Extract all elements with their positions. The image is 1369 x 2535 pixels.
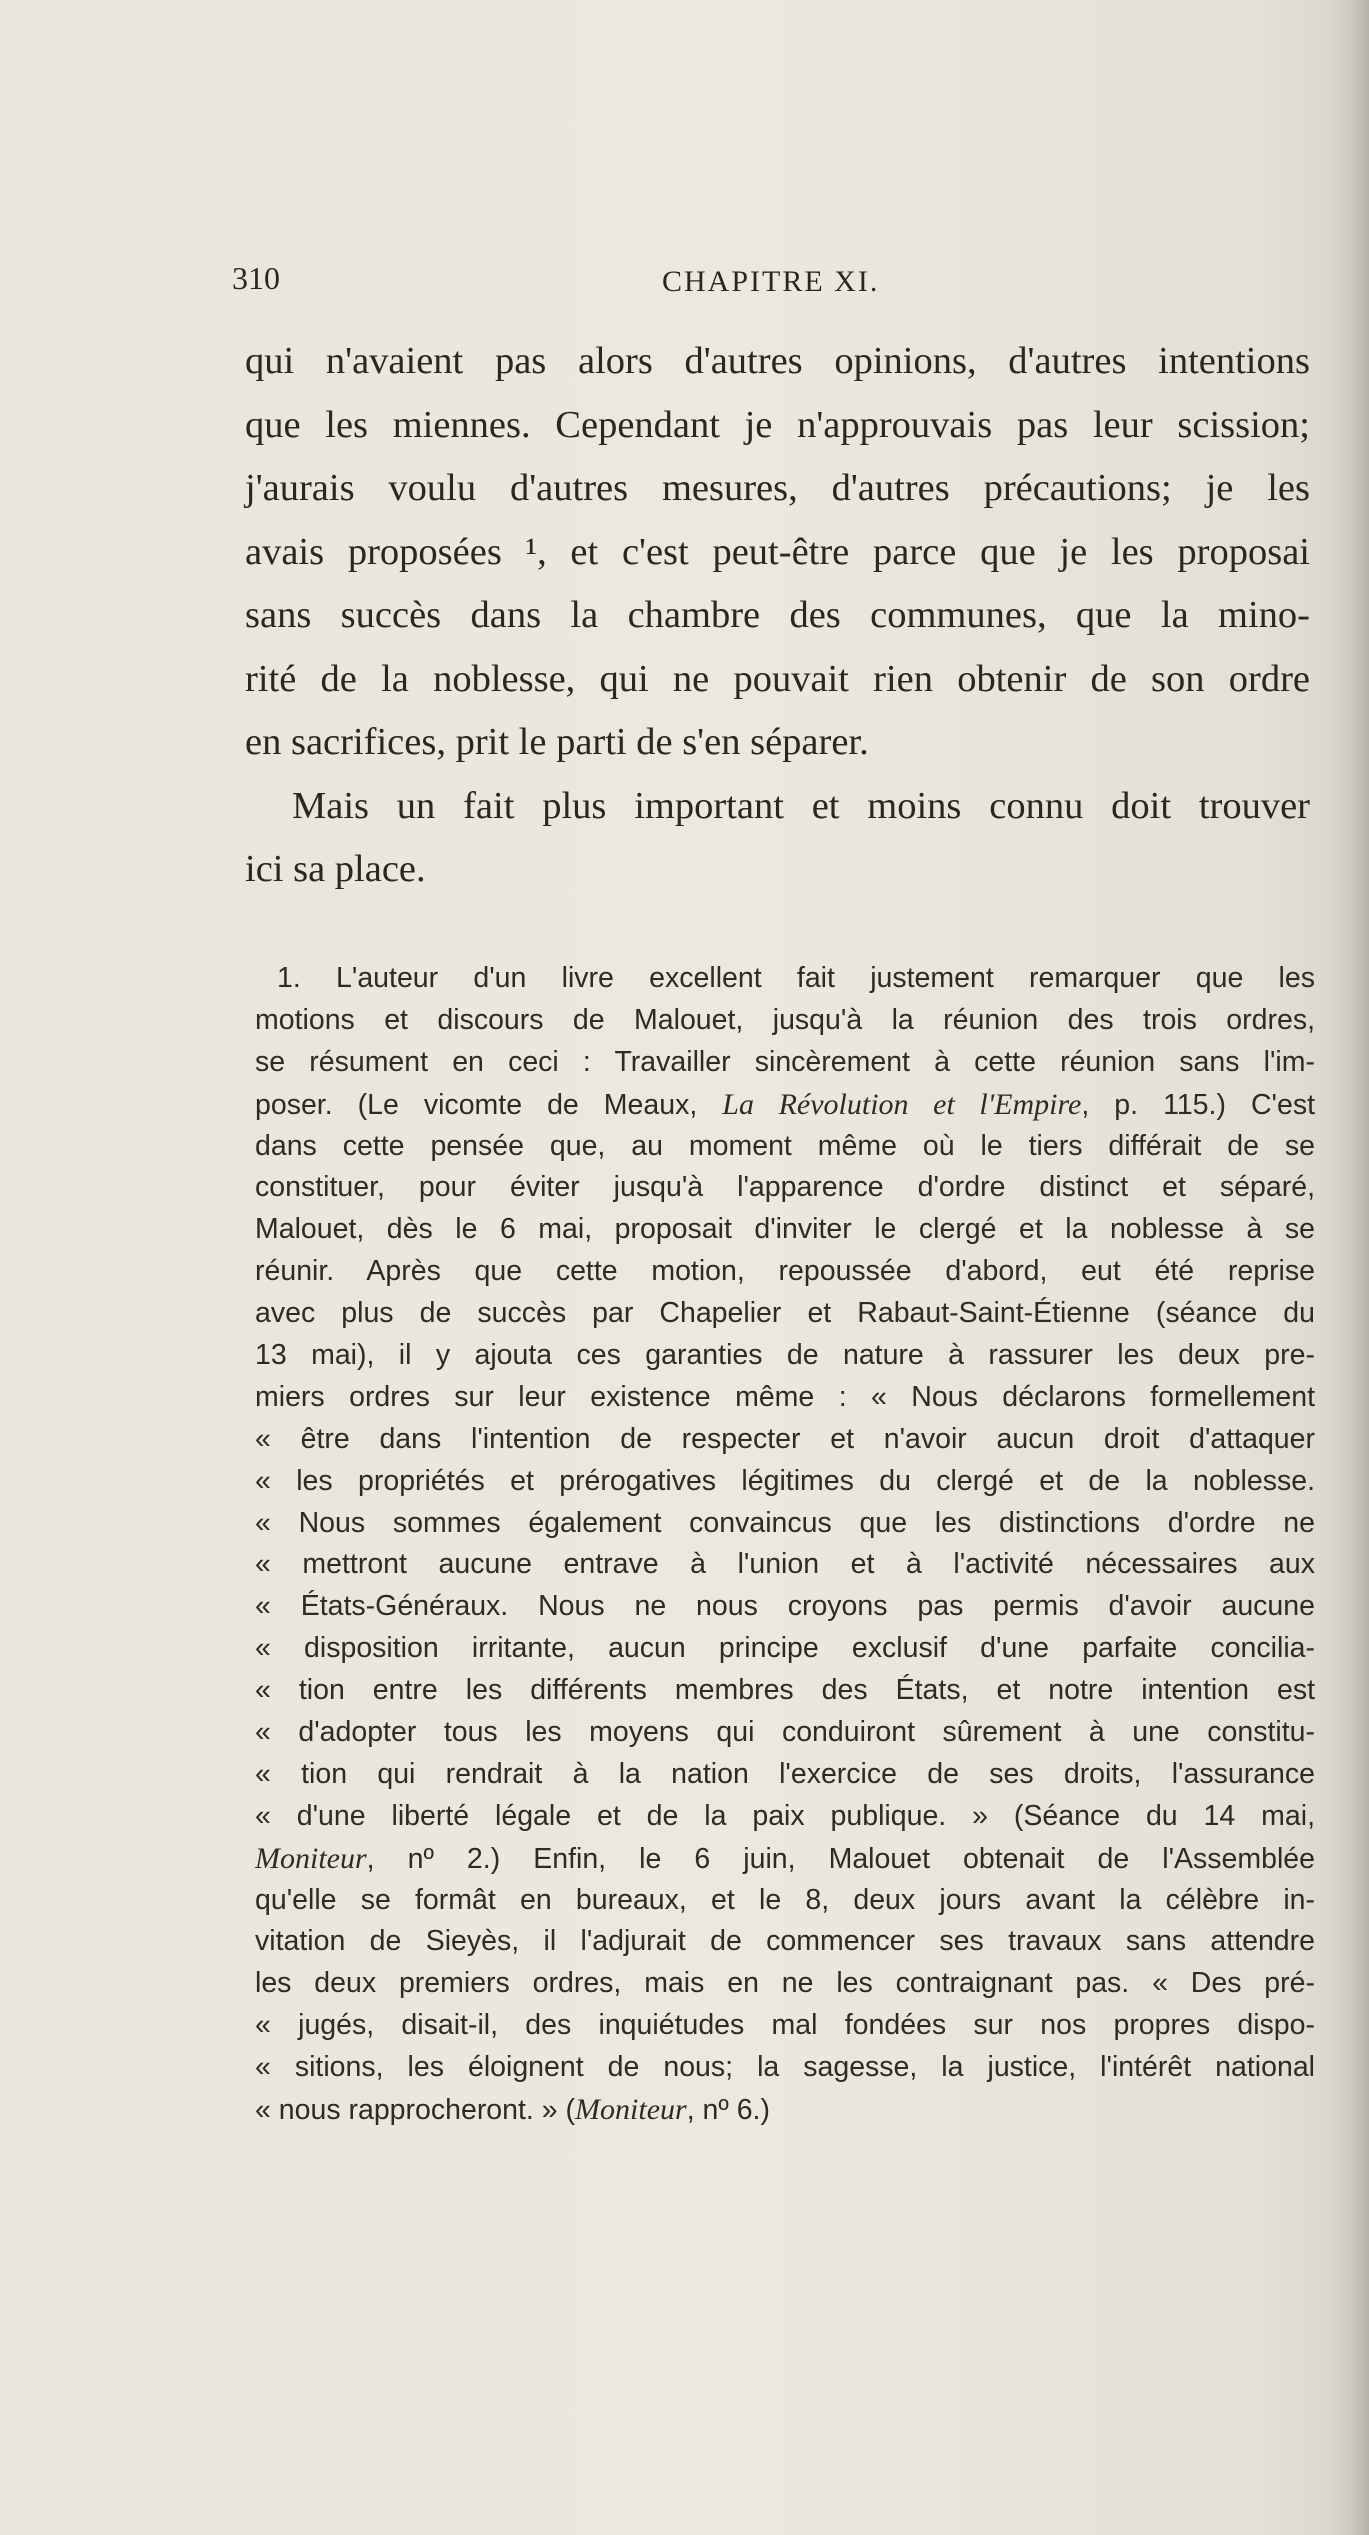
text-line: j'aurais voulu d'autres mesures, d'autres précautions; je les [245, 467, 1310, 509]
text-line: en sacrifices, prit le parti de s'en séparer. [245, 721, 869, 763]
footnote-line: se résument en ceci : Travailler sincèrement à cette réunion sans l'im- [255, 1045, 1315, 1078]
footnote-line: constituer, pour éviter jusqu'à l'apparence d'ordre distinct et séparé, [255, 1171, 1315, 1204]
footnote-text: « nous rapprocheront. » ( [255, 2094, 576, 2127]
footnote-line: « États-Généraux. Nous ne nous croyons pas permis d'avoir aucune [255, 1590, 1315, 1623]
footnote-line: motions et discours de Malouet, jusqu'à la réunion des trois ordres, [255, 1003, 1315, 1036]
footnote-line: qu'elle se formât en bureaux, et le 8, deux jours avant la célèbre in- [255, 1883, 1315, 1916]
footnote-line: 1. L'auteur d'un livre excellent fait justement remarquer que les [277, 962, 1315, 994]
text-line: avais proposées ¹, et c'est peut-être parce que je les proposai [245, 530, 1310, 573]
newspaper-title: Moniteur [255, 1841, 367, 1875]
footnote-line: « être dans l'intention de respecter et n'avoir aucun droit d'attaquer [255, 1422, 1315, 1455]
footnote-line: « jugés, disait-il, des inquiétudes mal fondées sur nos propres dispo- [255, 2009, 1315, 2042]
text-line: rité de la noblesse, qui ne pouvait rien obtenir de son ordre [245, 657, 1310, 700]
book-title: La Révolution et l'Empire [722, 1087, 1082, 1121]
footnote-line: « d'adopter tous les moyens qui conduiront sûrement à une constitu- [255, 1716, 1315, 1749]
running-head [232, 258, 1312, 298]
text-line: que les miennes. Cependant je n'approuvais pas leur scission; [245, 403, 1310, 446]
footnote-line [255, 1084, 1315, 1126]
page-number: 310 [232, 260, 280, 296]
text-line: Mais un fait plus important et moins connu doit trouver [292, 784, 1310, 827]
footnote-line [255, 1838, 1315, 1880]
footnote-line: « Nous sommes également convaincus que les distinctions d'ordre ne [255, 1506, 1315, 1539]
footnote [255, 958, 1315, 2131]
newspaper-title: Moniteur [575, 2093, 687, 2127]
footnote-line: « mettront aucune entrave à l'union et à l'activité nécessaires aux [255, 1548, 1315, 1581]
footnote-text: poser. (Le vicomte de Meaux, [255, 1088, 723, 1121]
page-edge-shadow [1329, 0, 1369, 2535]
footnote-line: « tion qui rendrait à la nation l'exercice de ses droits, l'assurance [255, 1757, 1315, 1790]
text-line: ici sa place. [245, 848, 426, 890]
footnote-line: « sitions, les éloignent de nous; la sagesse, la justice, l'intérêt national [255, 2051, 1315, 2084]
footnote-line: « les propriétés et prérogatives légitimes du clergé et de la noblesse. [255, 1464, 1315, 1497]
text-line: qui n'avaient pas alors d'autres opinions, d'autres intentions [245, 340, 1310, 382]
footnote-line: réunir. Après que cette motion, repoussée d'abord, eut été reprise [255, 1255, 1315, 1288]
text-line: sans succès dans la chambre des communes, que la mino- [245, 594, 1310, 636]
footnote-text: , nº 6.) [686, 2094, 770, 2127]
main-text [245, 330, 1310, 902]
footnote-line: « d'une liberté légale et de la paix publique. » (Séance du 14 mai, [255, 1799, 1315, 1832]
footnote-text: , p. 115.) C'est [1081, 1088, 1315, 1121]
footnote-line: 13 mai), il y ajouta ces garanties de nature à rassurer les deux pre- [255, 1339, 1315, 1372]
footnote-line [255, 2089, 1315, 2131]
footnote-line: miers ordres sur leur existence même : « Nous déclarons formellement [255, 1380, 1315, 1413]
footnote-line: vitation de Sieyès, il l'adjurait de commencer ses travaux sans attendre [255, 1925, 1315, 1958]
footnote-line: « tion entre les différents membres des États, et notre intention est [255, 1674, 1315, 1707]
footnote-line: dans cette pensée que, au moment même où le tiers différait de se [255, 1129, 1315, 1162]
footnote-line: Malouet, dès le 6 mai, proposait d'inviter le clergé et la noblesse à se [255, 1213, 1315, 1246]
footnote-line: avec plus de succès par Chapelier et Rabaut-Saint-Étienne (séance du [255, 1297, 1315, 1330]
chapter-title: CHAPITRE XI. [662, 265, 880, 298]
footnote-line: « disposition irritante, aucun principe exclusif d'une parfaite concilia- [255, 1632, 1315, 1665]
footnote-text: , nº 2.) Enfin, le 6 juin, Malouet obtenait de l'Assemblée [366, 1842, 1315, 1875]
footnote-line: les deux premiers ordres, mais en ne les contraignant pas. « Des pré- [255, 1967, 1315, 2000]
